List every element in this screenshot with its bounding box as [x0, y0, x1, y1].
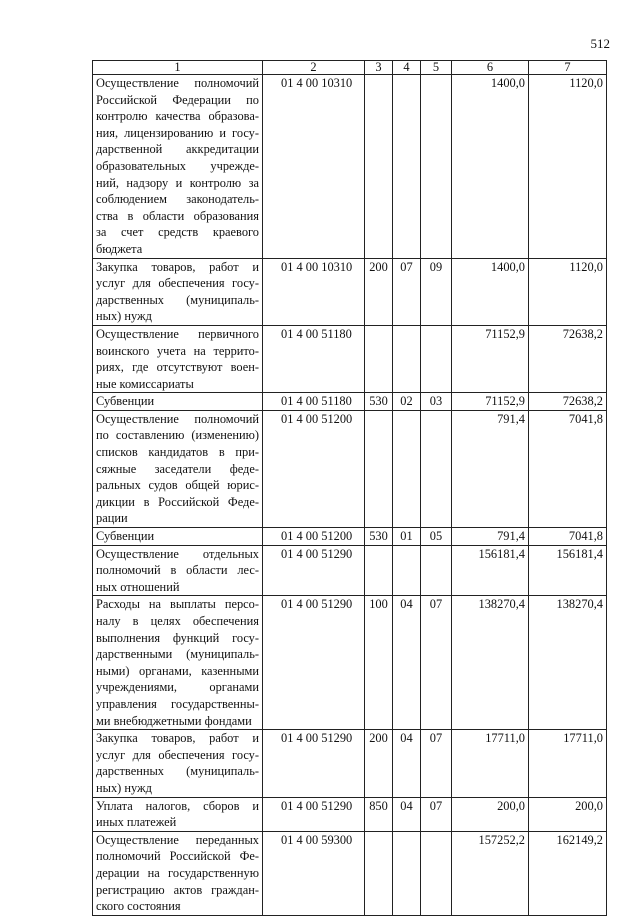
- item-name-line: дарственных (муниципаль-: [96, 292, 259, 307]
- item-name-cell: [93, 596, 263, 730]
- subsection-cell: [421, 325, 452, 392]
- item-name-line: выполнения функций госу-: [96, 630, 259, 645]
- table-row: [93, 797, 607, 831]
- expense-type-cell: [365, 410, 393, 527]
- item-name-line: ных) нужд: [96, 780, 152, 795]
- item-name-line: ных) нужд: [96, 309, 152, 324]
- subsection-cell: [421, 831, 452, 915]
- subsection-cell: 03: [421, 393, 452, 411]
- amount-col6-cell: 791,4: [452, 410, 529, 527]
- item-name-line: бюджета: [96, 241, 143, 256]
- item-name-line: Закупка товаров, работ и: [96, 731, 259, 746]
- amount-col6-cell: 156181,4: [452, 545, 529, 596]
- item-name-line: дерации на государственную: [96, 865, 259, 880]
- section-cell: 04: [393, 797, 421, 831]
- item-name-line: сяжные заседатели феде-: [96, 461, 259, 476]
- table-row: [93, 596, 607, 730]
- table-row: [93, 831, 607, 915]
- amount-col7-cell: 7041,8: [529, 410, 607, 527]
- expense-type-cell: 530: [365, 528, 393, 546]
- item-name-line: услуг для обеспечения госу-: [96, 276, 259, 291]
- amount-col6-cell: 138270,4: [452, 596, 529, 730]
- amount-col7-cell: 138270,4: [529, 596, 607, 730]
- item-name-line: воинского учета на террито-: [96, 343, 259, 358]
- table-row: [93, 258, 607, 325]
- subsection-cell: [421, 75, 452, 259]
- section-cell: 04: [393, 596, 421, 730]
- header-cell-2: 2: [263, 61, 365, 75]
- header-cell-6: 6: [452, 61, 529, 75]
- table-row: [93, 545, 607, 596]
- code-cell: 01 4 00 10310: [263, 75, 365, 259]
- section-cell: [393, 545, 421, 596]
- item-name-line: контролю качества образова-: [96, 109, 259, 124]
- item-name-line: Осуществление первичного: [96, 326, 259, 341]
- code-cell: 01 4 00 51200: [263, 528, 365, 546]
- subsection-cell: 05: [421, 528, 452, 546]
- amount-col7-cell: 72638,2: [529, 325, 607, 392]
- expense-type-cell: [365, 75, 393, 259]
- code-cell: 01 4 00 51180: [263, 393, 365, 411]
- section-cell: [393, 75, 421, 259]
- item-name-line: образовательных учрежде-: [96, 158, 259, 173]
- amount-col7-cell: 162149,2: [529, 831, 607, 915]
- header-cell-7: 7: [529, 61, 607, 75]
- table-row: [93, 410, 607, 527]
- subsection-cell: 07: [421, 797, 452, 831]
- page-number: 512: [590, 36, 610, 51]
- amount-col6-cell: 791,4: [452, 528, 529, 546]
- item-name-line: дарственных (муниципаль-: [96, 764, 259, 779]
- item-name-line: налу в целях обеспечения: [96, 614, 259, 628]
- header-cell-1: 1: [93, 61, 263, 75]
- header-cell-5: 5: [421, 61, 452, 75]
- expense-type-cell: [365, 545, 393, 596]
- header-cell-3: 3: [365, 61, 393, 75]
- item-name-line: регистрацию актов граждан-: [96, 882, 259, 897]
- code-cell: 01 4 00 51180: [263, 325, 365, 392]
- item-name-cell: [93, 325, 263, 392]
- item-name-line: Осуществление отдельных: [96, 546, 259, 561]
- item-name-line: списков кандидатов в при-: [96, 445, 259, 460]
- item-name-line: по составлению (изменению): [96, 428, 259, 443]
- amount-col7-cell: 7041,8: [529, 528, 607, 546]
- item-name-cell: [93, 410, 263, 527]
- amount-col6-cell: 17711,0: [452, 730, 529, 797]
- expense-type-cell: [365, 831, 393, 915]
- amount-col7-cell: 1120,0: [529, 75, 607, 259]
- subsection-cell: 09: [421, 258, 452, 325]
- item-name-line: дарственными (муниципаль-: [96, 647, 259, 662]
- subsection-cell: [421, 410, 452, 527]
- amount-col7-cell: 17711,0: [529, 730, 607, 797]
- subsection-cell: [421, 545, 452, 596]
- item-name-line: ства в области образования: [96, 208, 259, 223]
- item-name-line: Субвенции: [96, 529, 155, 544]
- item-name-line: Расходы на выплаты персо-: [96, 597, 259, 612]
- expense-type-cell: 850: [365, 797, 393, 831]
- section-cell: 04: [393, 730, 421, 797]
- header-cell-4: 4: [393, 61, 421, 75]
- section-cell: [393, 410, 421, 527]
- subsection-cell: 07: [421, 596, 452, 730]
- item-name-line: Осуществление переданных: [96, 832, 259, 847]
- item-name-line: ных отношений: [96, 579, 180, 594]
- expense-type-cell: 100: [365, 596, 393, 730]
- code-cell: 01 4 00 51290: [263, 797, 365, 831]
- code-cell: 01 4 00 51290: [263, 596, 365, 730]
- amount-col7-cell: 1120,0: [529, 258, 607, 325]
- item-name-line: иных платежей: [96, 815, 177, 830]
- item-name-cell: [93, 797, 263, 831]
- item-name-line: ми внебюджетными фондами: [96, 713, 252, 728]
- section-cell: 01: [393, 528, 421, 546]
- amount-col6-cell: 200,0: [452, 797, 529, 831]
- table-header-row: [93, 61, 607, 75]
- item-name-line: Закупка товаров, работ и: [96, 259, 259, 274]
- expense-type-cell: 200: [365, 730, 393, 797]
- expense-type-cell: 530: [365, 393, 393, 411]
- item-name-cell: [93, 393, 263, 411]
- item-name-cell: [93, 528, 263, 546]
- item-name-line: Российской Федерации по: [96, 92, 259, 107]
- amount-col6-cell: 71152,9: [452, 325, 529, 392]
- item-name-line: соблюдением законодатель-: [96, 192, 259, 207]
- item-name-cell: [93, 258, 263, 325]
- item-name-line: ные комиссариаты: [96, 376, 194, 391]
- item-name-line: Субвенции: [96, 394, 155, 409]
- section-cell: [393, 325, 421, 392]
- item-name-cell: [93, 730, 263, 797]
- code-cell: 01 4 00 51290: [263, 545, 365, 596]
- table-row: [93, 528, 607, 546]
- table-row: [93, 325, 607, 392]
- table-body: [93, 61, 607, 916]
- table-row: [93, 75, 607, 259]
- item-name-line: ского состояния: [96, 899, 181, 914]
- amount-col7-cell: 72638,2: [529, 393, 607, 411]
- item-name-line: ний, надзору и контролю за: [96, 175, 259, 190]
- amount-col6-cell: 1400,0: [452, 75, 529, 259]
- table-row: [93, 393, 607, 411]
- item-name-line: ными) органами, казенными: [96, 663, 259, 678]
- item-name-cell: [93, 831, 263, 915]
- code-cell: 01 4 00 10310: [263, 258, 365, 325]
- item-name-line: Осуществление полномочий: [96, 411, 259, 426]
- section-cell: 02: [393, 393, 421, 411]
- item-name-line: полномочий в области лес-: [96, 563, 259, 578]
- amount-col6-cell: 1400,0: [452, 258, 529, 325]
- item-name-line: за счет средств краевого: [96, 225, 259, 240]
- budget-table: [92, 60, 607, 916]
- section-cell: 07: [393, 258, 421, 325]
- item-name-cell: [93, 75, 263, 259]
- item-name-line: рации: [96, 511, 128, 526]
- section-cell: [393, 831, 421, 915]
- subsection-cell: 07: [421, 730, 452, 797]
- code-cell: 01 4 00 51290: [263, 730, 365, 797]
- item-name-line: ния, лицензированию и госу-: [96, 125, 259, 140]
- expense-type-cell: 200: [365, 258, 393, 325]
- item-name-line: ральных судов общей юрис-: [96, 478, 259, 493]
- expense-type-cell: [365, 325, 393, 392]
- item-name-line: услуг для обеспечения госу-: [96, 747, 259, 762]
- item-name-line: полномочий Российской Фе-: [96, 849, 259, 864]
- item-name-line: учреждениями, органами: [96, 680, 259, 695]
- item-name-cell: [93, 545, 263, 596]
- amount-col6-cell: 71152,9: [452, 393, 529, 411]
- code-cell: 01 4 00 51200: [263, 410, 365, 527]
- amount-col7-cell: 156181,4: [529, 545, 607, 596]
- table-row: [93, 730, 607, 797]
- item-name-line: Осуществление полномочий: [96, 76, 259, 90]
- item-name-line: дарственной аккредитации: [96, 142, 259, 157]
- item-name-line: управления государственны-: [96, 696, 259, 711]
- item-name-line: Уплата налогов, сборов и: [96, 798, 259, 813]
- item-name-line: дикции в Российской Феде-: [96, 494, 259, 509]
- amount-col7-cell: 200,0: [529, 797, 607, 831]
- code-cell: 01 4 00 59300: [263, 831, 365, 915]
- item-name-line: риях, где отсутствуют воен-: [96, 360, 259, 375]
- amount-col6-cell: 157252,2: [452, 831, 529, 915]
